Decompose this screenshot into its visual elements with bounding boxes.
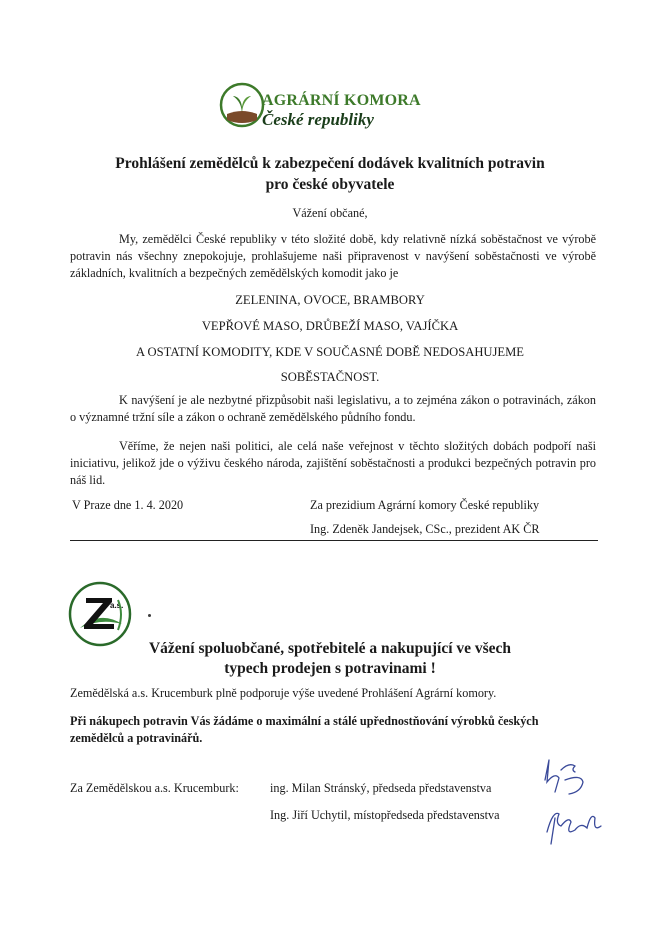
commodities-line2: VEPŘOVÉ MASO, DRŮBEŽÍ MASO, VAJÍČKA [201,319,459,333]
company-label: Za Zemědělskou a.s. Krucemburk: [70,781,239,795]
presidium-line: Za prezidium Agrární komory České republiky [310,498,540,512]
commodities-line1: ZELENINA, OVOCE, BRAMBORY [235,293,425,307]
declaration-title-line2: pro české obyvatele [265,176,395,193]
signature-image [535,752,615,852]
president-signature-line: Ing. Zdeněk Jandejsek, CSc., prezident AK ČR [310,522,540,536]
date-line: V Praze dne 1. 4. 2020 [72,498,184,512]
svg-text:a.s.: a.s. [110,601,124,610]
request-statement: Při nákupech potravin Vás žádáme o maximální a stálé upřednostňování výrobků českých zemědělců a potravinářů. [70,714,539,745]
intro-paragraph: My, zemědělci České republiky v této složité době, kdy relativně nízká soběstačnost ve výrobě potravin nás všechny znepokojuje, prohlašujeme naši připravenost v navýšení soběstačnosti ve výrobě základních, kvalitních a bezpečných zemědělských komodit jako je [70,232,596,280]
greeting: Vážení občané, [292,206,368,220]
commodities-line4: SOBĚSTAČNOST. [280,370,380,384]
org-name-line1: AGRÁRNÍ KOMORA [262,92,421,109]
org-name-line2: České republiky [262,110,374,129]
section-divider [70,540,598,541]
legislation-paragraph: K navýšení je ale nezbytné přizpůsobit naši legislativu, a to zejména zákon o potravinách, zákon o významné tržní síle a zákon o ochraně zemědělského půdního fondu. [70,393,596,424]
appeal-heading-line2: typech prodejen s potravinami ! [224,660,436,677]
belief-paragraph: Věříme, že nejen naši politici, ale celá naše veřejnost v těchto složitých dobách podpoří naši iniciativu, jelikož jde o výživu českého národa, zajištění soběstačnosti a produkci bezpečných potravin pro náš lid. [70,439,596,487]
chairman-line: ing. Milan Stránský, předseda představenstva [270,781,492,795]
decorative-dot [148,614,151,617]
vice-chairman-line: Ing. Jiří Uchytil, místopředseda představenstva [270,808,500,822]
support-statement: Zemědělská a.s. Krucemburk plně podporuje výše uvedené Prohlášení Agrární komory. [70,686,497,700]
appeal-heading-line1: Vážení spoluobčané, spotřebitelé a nakupující ve všech [148,640,512,657]
declaration-title-line1: Prohlášení zemědělců k zabezpečení dodávek kvalitních potravin [115,155,545,172]
agrarian-chamber-logo-icon [219,82,265,128]
commodities-line3: A OSTATNÍ KOMODITY, KDE V SOUČASNÉ DOBĚ NEDOSAHUJEME [135,345,525,359]
